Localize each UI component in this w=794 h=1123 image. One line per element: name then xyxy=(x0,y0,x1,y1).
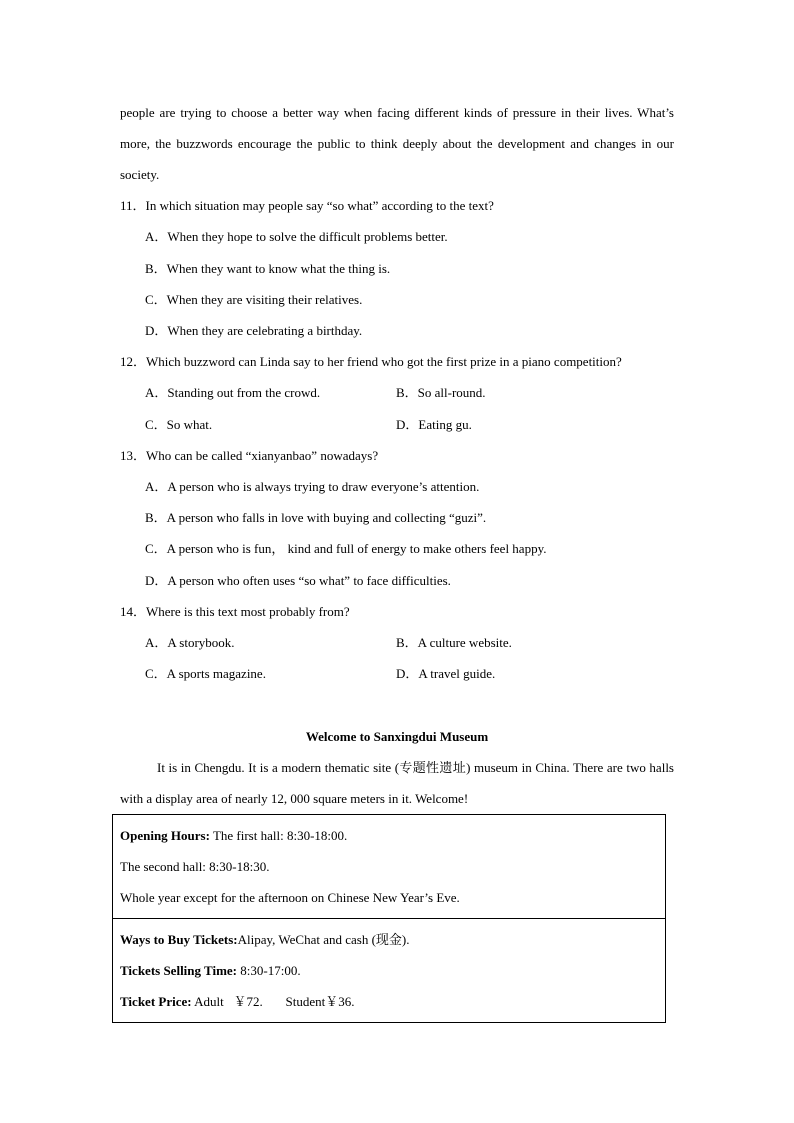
ways-to-buy-row xyxy=(120,932,410,948)
ticket-price-value: Adult ￥72. Student￥36. xyxy=(191,994,355,1009)
ticket-price-label: Ticket Price: xyxy=(120,994,192,1009)
question-13-option-b: B．A person who falls in love with buying and collecting “guzi”. xyxy=(145,510,487,525)
question-14-option-a: A．A storybook. xyxy=(145,635,235,650)
question-14-option-b: B．A culture website. xyxy=(396,635,512,650)
question-11-option-b: B．When they want to know what the thing is. xyxy=(145,261,391,276)
opening-note: Whole year except for the afternoon on Chinese New Year’s Eve. xyxy=(120,890,460,905)
question-14-option-d: D．A travel guide. xyxy=(396,666,496,681)
museum-intro: It is in Chengdu. It is a modern thematic site (专题性遗址) museum in China. There are two halls with a display area of nearly 12, 000 square meters in it. Welcome! xyxy=(120,760,674,806)
ways-to-buy-label: Ways to Buy Tickets: xyxy=(120,932,238,947)
selling-time-value: 8:30-17:00. xyxy=(237,963,301,978)
question-14-option-c: C．A sports magazine. xyxy=(145,666,266,681)
question-13-option-a: A．A person who is always trying to draw everyone’s attention. xyxy=(145,479,480,494)
ticket-price-row xyxy=(120,994,354,1010)
museum-title: Welcome to Sanxingdui Museum xyxy=(305,729,489,744)
tickets-box xyxy=(112,918,666,1023)
question-12-option-c: C．So what. xyxy=(145,417,213,432)
selling-time-row xyxy=(120,963,301,979)
question-12-option-d: D．Eating gu. xyxy=(396,417,472,432)
question-11-stem: 11．In which situation may people say “so what” according to the text? xyxy=(120,198,494,213)
opening-hours-first-hall xyxy=(120,828,347,844)
question-12-option-a: A．Standing out from the crowd. xyxy=(145,385,321,400)
question-13-option-d: D．A person who often uses “so what” to face difficulties. xyxy=(145,573,451,588)
question-12-stem: 12．Which buzzword can Linda say to her friend who got the first prize in a piano competition? xyxy=(120,354,622,369)
opening-hours-label: Opening Hours: xyxy=(120,828,210,843)
first-hall-hours: The first hall: 8:30-18:00. xyxy=(209,828,348,843)
ways-to-buy-value: Alipay, WeChat and cash (现金). xyxy=(237,932,410,947)
question-13-stem: 13．Who can be called “xianyanbao” nowadays? xyxy=(120,448,379,463)
question-13-option-c: C．A person who is fun， kind and full of energy to make others feel happy. xyxy=(145,541,547,556)
selling-time-label: Tickets Selling Time: xyxy=(120,963,238,978)
question-11-option-c: C．When they are visiting their relatives. xyxy=(145,292,363,307)
question-14-stem: 14．Where is this text most probably from? xyxy=(120,604,350,619)
passage-ending: people are trying to choose a better way when facing different kinds of pressure in their lives. What’s more, the buzzwords encourage the public to think deeply about the development and changes in our society. xyxy=(120,105,674,182)
question-11-option-d: D．When they are celebrating a birthday. xyxy=(145,323,363,338)
question-12-option-b: B．So all-round. xyxy=(396,385,486,400)
question-11-option-a: A．When they hope to solve the difficult problems better. xyxy=(145,229,448,244)
opening-hours-box xyxy=(112,814,666,919)
second-hall-hours: The second hall: 8:30-18:30. xyxy=(120,859,270,874)
